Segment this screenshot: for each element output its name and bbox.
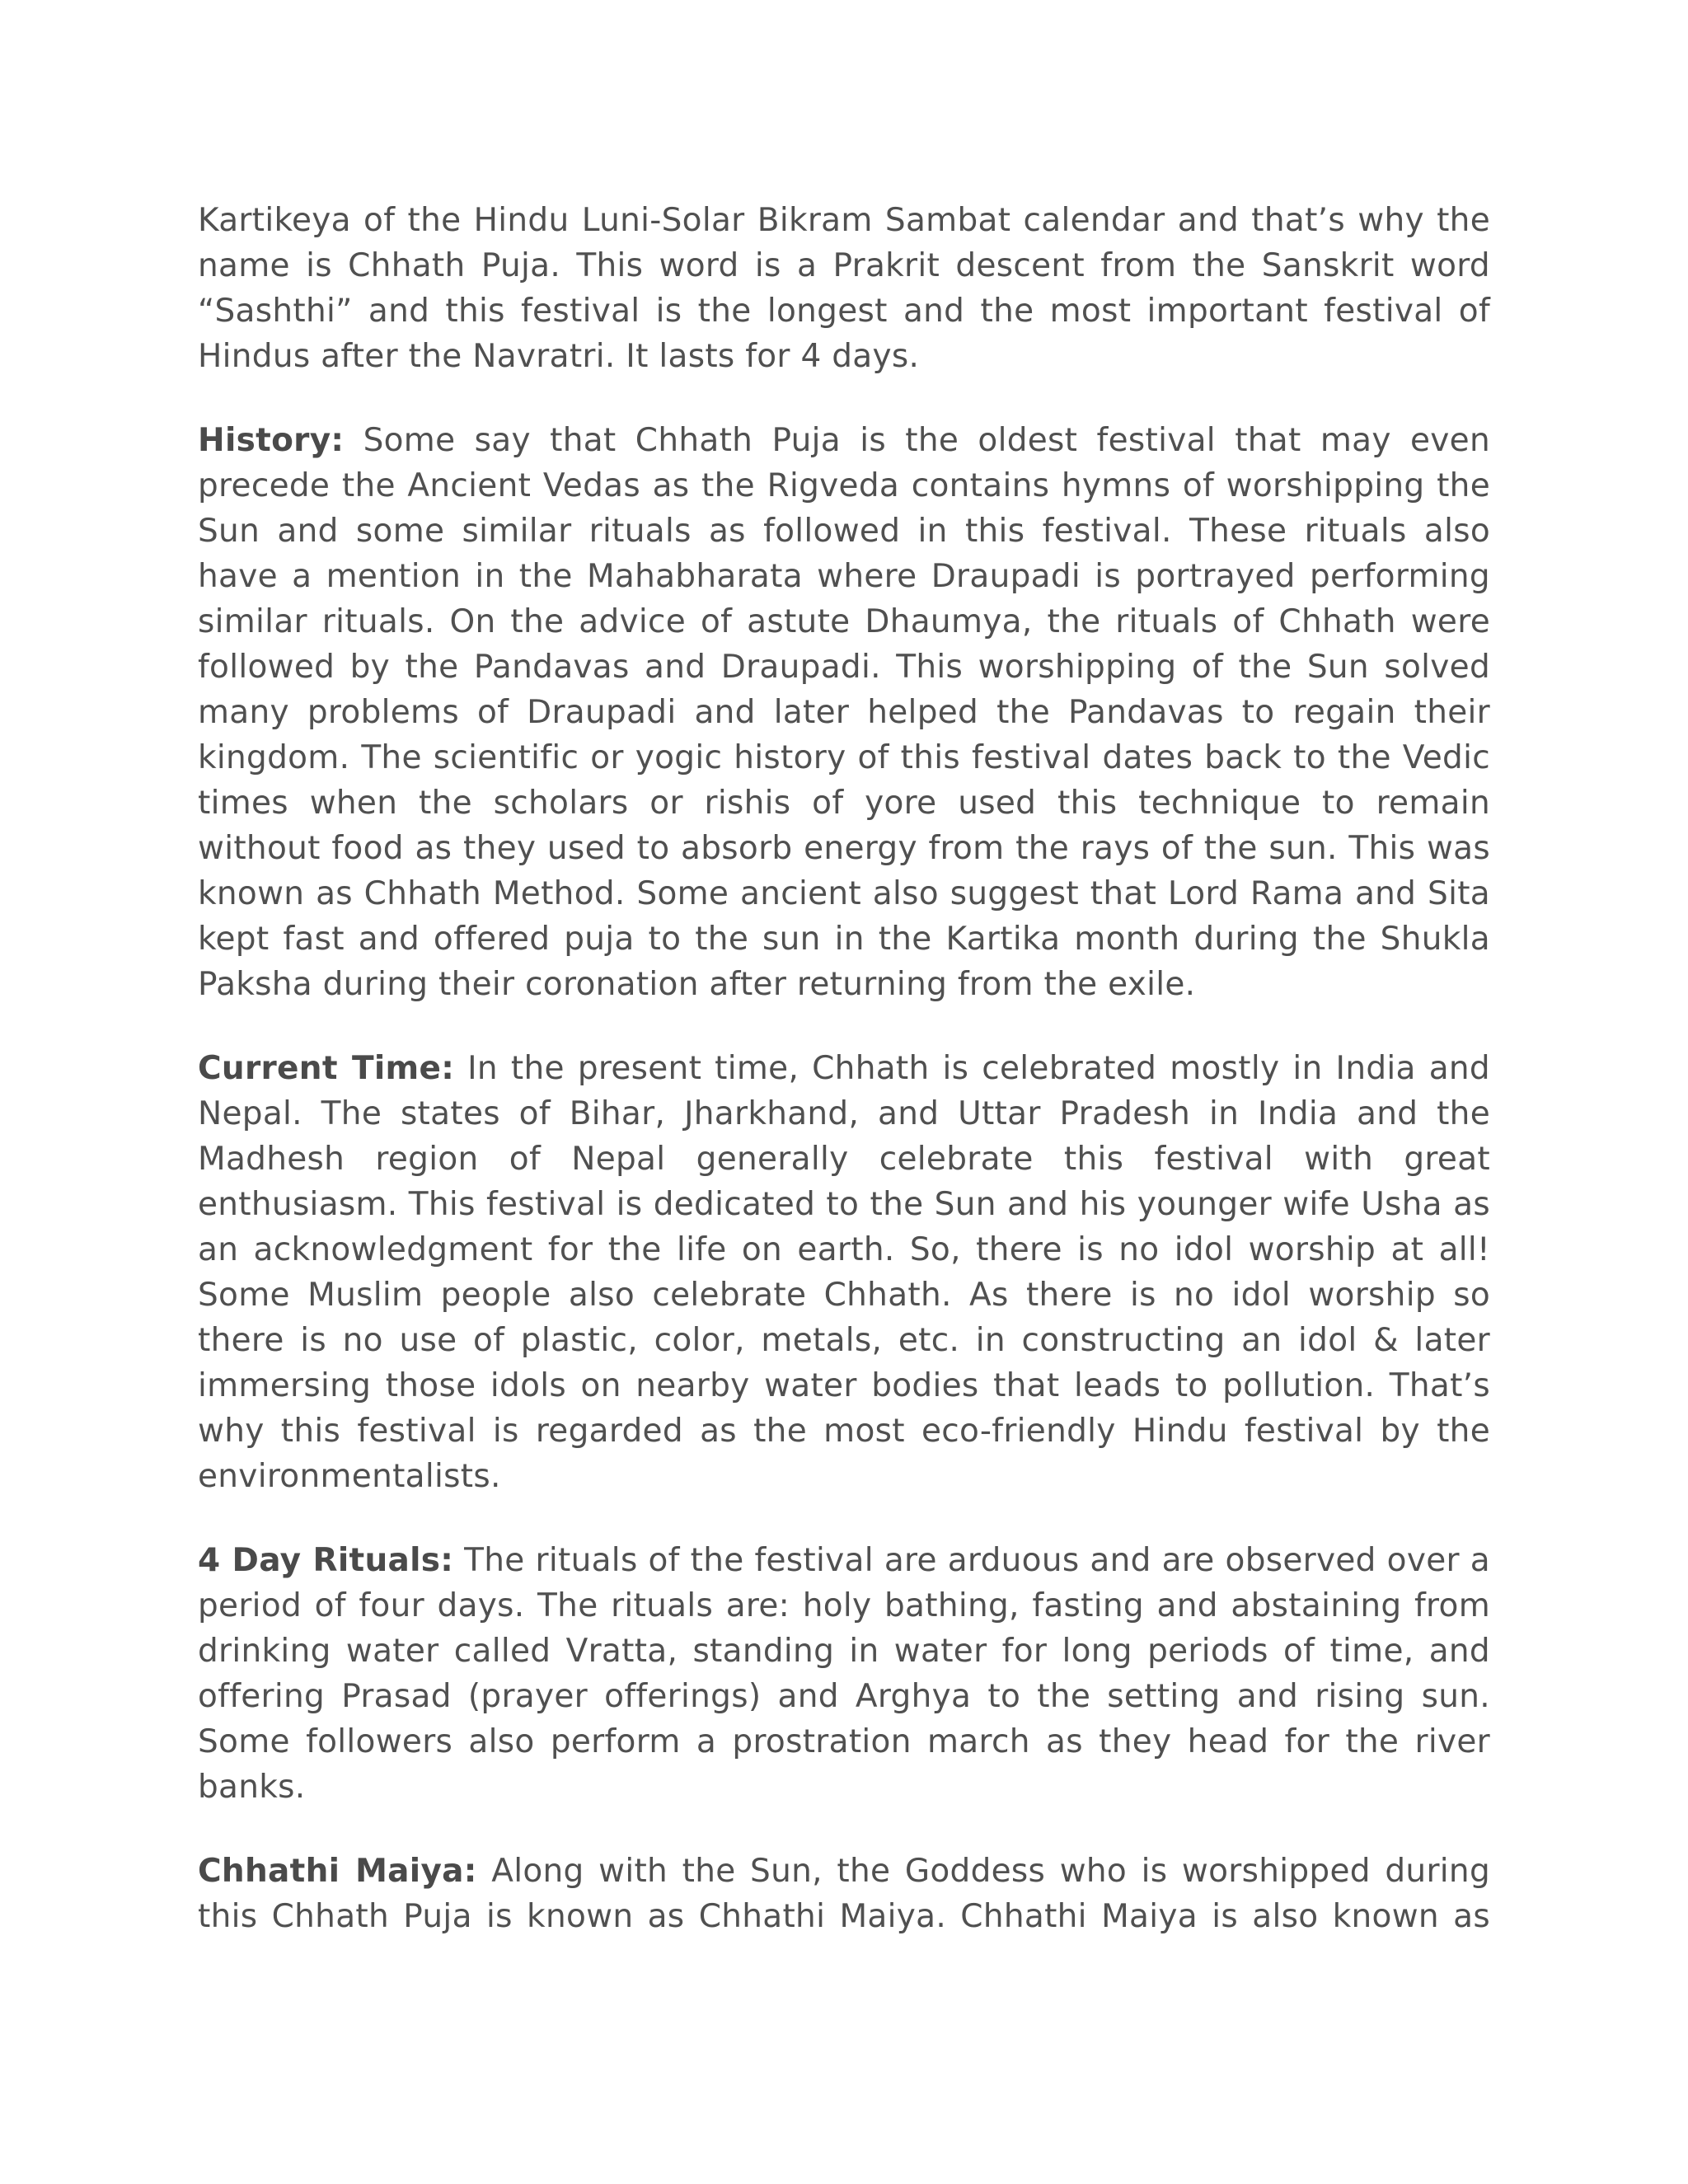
paragraph-text: Some say that Chhath Puja is the oldest festival that may even precede the Ancient Vedas as the Rigveda contains hymns of worshipping the Sun and some similar rituals as followed in this festival. These rituals also have a mention in the Mahabharata where Draupadi is portrayed performing similar rituals. On the advice of astute Dhaumya, the rituals of Chhath were followed by the Pandavas and Draupadi. This worshipping of the Sun solved many problems of Draupadi and later helped the Pandavas to regain their kingdom. The scientific or yogic history of this festival dates back to the Vedic times when the scholars or rishis of yore used this technique to remain without food as they used to absorb energy from the rays of the sun. This was known as Chhath Method. Some ancient also suggest that Lord Rama and Sita kept fast and offered puja to the sun in the Kartika month during the Shukla Paksha during their coronation after returning from the exile. bbox=[198, 422, 1490, 1003]
paragraph-chhathi-maiya bbox=[198, 1849, 1490, 1939]
paragraph-text: Kartikeya of the Hindu Luni-Solar Bikram Sambat calendar and that’s why the name is Chhath Puja. This word is a Prakrit descent from the Sanskrit word “Sashthi” and this festival is the longest and the most important festival of Hindus after the Navratri. It lasts for 4 days. bbox=[198, 202, 1490, 375]
document-body bbox=[198, 198, 1490, 1978]
paragraph-history bbox=[198, 418, 1490, 1007]
paragraph-heading: Current Time: bbox=[198, 1050, 455, 1087]
paragraph-heading: Chhathi Maiya: bbox=[198, 1853, 477, 1890]
paragraph-four-day-rituals bbox=[198, 1538, 1490, 1810]
paragraph-text: In the present time, Chhath is celebrated mostly in India and Nepal. The states of Bihar, Jharkhand, and Uttar Pradesh in India and the Madhesh region of Nepal generally celebrate this festival with great enthusiasm. This festival is dedicated to the Sun and his younger wife Usha as an acknowledgment for the life on earth. So, there is no idol worship at all! Some Muslim people also celebrate Chhath. As there is no idol worship so there is no use of plastic, color, metals, etc. in constructing an idol & later immersing those idols on nearby water bodies that leads to pollution. That’s why this festival is regarded as the most eco-friendly Hindu festival by the environmentalists. bbox=[198, 1050, 1490, 1495]
paragraph-intro bbox=[198, 198, 1490, 379]
paragraph-heading: 4 Day Rituals: bbox=[198, 1542, 454, 1579]
paragraph-heading: History: bbox=[198, 422, 345, 459]
paragraph-text: The rituals of the festival are arduous and are observed over a period of four days. The rituals are: holy bathing, fasting and abstaining from drinking water called Vratta, standing in water for long periods of time, and offering Prasad (prayer offerings) and Arghya to the setting and rising sun. Some followers also perform a prostration march as they head for the river banks. bbox=[198, 1542, 1490, 1806]
paragraph-text: Along with the Sun, the Goddess who is worshipped during this Chhath Puja is known as Chhathi Maiya. Chhathi Maiya is also known as bbox=[198, 1853, 1490, 1935]
paragraph-current-time bbox=[198, 1046, 1490, 1499]
